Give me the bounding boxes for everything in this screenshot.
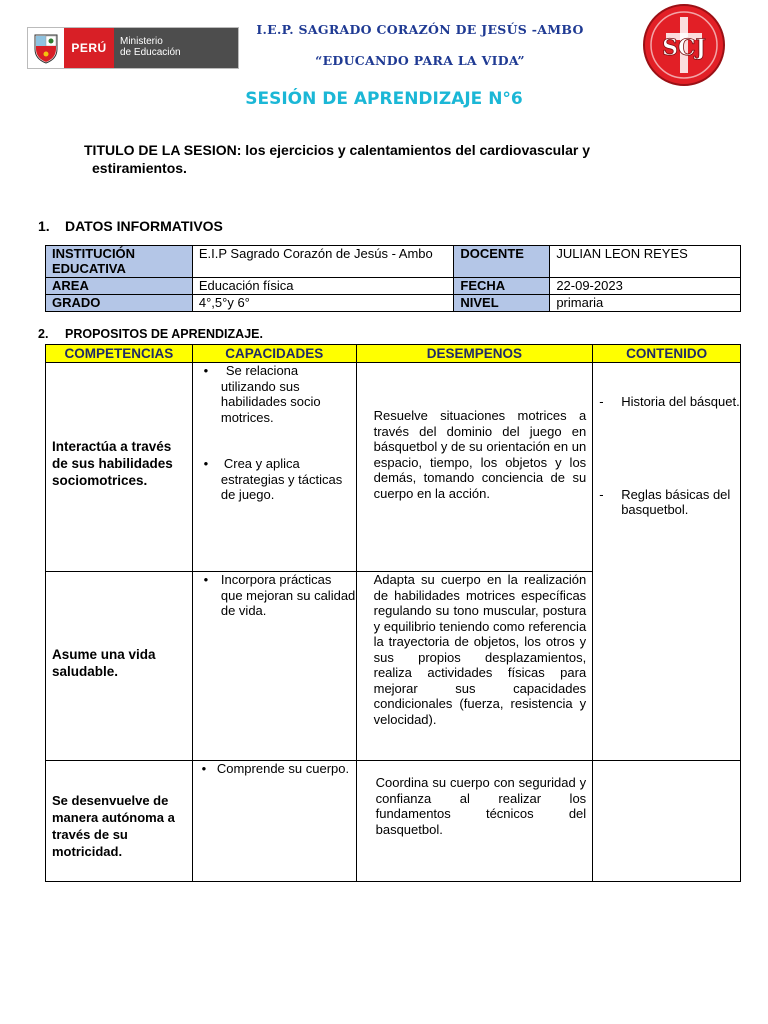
competencia-text: Interactúa a través de sus habilidades sociomotrices. bbox=[52, 438, 173, 488]
list-item bbox=[193, 761, 356, 777]
desempeno-text: Coordina su cuerpo con seguridad y confianza al realizar los fundamentos técnicos del basquetbol. bbox=[375, 775, 587, 837]
table-header-row bbox=[46, 345, 741, 363]
fecha-label: FECHA bbox=[454, 278, 550, 295]
dash-icon: - bbox=[599, 394, 604, 409]
grado-value: 4°,5°y 6° bbox=[192, 295, 454, 312]
coat-of-arms-icon bbox=[28, 28, 64, 68]
capacidades-cell bbox=[192, 761, 356, 882]
session-topic-line2: estiramientos. bbox=[92, 160, 187, 176]
header-competencias: COMPETENCIAS bbox=[46, 345, 193, 363]
institucion-value: E.I.P Sagrado Corazón de Jesús - Ambo bbox=[192, 246, 454, 278]
list-item bbox=[193, 363, 356, 425]
section-number: 2. bbox=[38, 327, 49, 341]
session-topic bbox=[84, 141, 684, 177]
desempeno-text: Adapta su cuerpo en la realización de habilidades motrices específicas regulando su tono muscular, postura y equilibrio teniendo como referencia la trayectoria de objetos, los otros y sus propios desplazamientos, realiza actividades físicas para mejorar sus capacidades condicionales (fuerza, resistencia y velocidad). bbox=[373, 572, 587, 727]
contenido-text: Historia del básquet. bbox=[621, 394, 740, 409]
school-motto: “EDUCANDO PARA LA VIDA” bbox=[315, 53, 525, 68]
table-row bbox=[46, 246, 741, 278]
desempeno-cell bbox=[356, 363, 593, 572]
school-logo-text: SCJ bbox=[662, 35, 706, 61]
table-row bbox=[46, 363, 741, 572]
contenido-text: Reglas básicas del basquetbol. bbox=[621, 486, 731, 517]
list-item bbox=[593, 394, 740, 410]
propositos-table bbox=[45, 344, 741, 882]
dash-icon: - bbox=[599, 486, 604, 502]
capacidad-text: Comprende su cuerpo. bbox=[216, 761, 350, 776]
capacidad-text: Crea y aplica estrategias y tácticas de juego. bbox=[220, 456, 343, 502]
header-capacidades: CAPACIDADES bbox=[192, 345, 356, 363]
list-item bbox=[593, 487, 740, 518]
section-heading-propositos bbox=[38, 327, 263, 341]
grado-label: GRADO bbox=[46, 295, 193, 312]
ministry-line2: de Educación bbox=[120, 47, 181, 58]
section-heading-datos bbox=[38, 218, 223, 234]
table-row bbox=[46, 761, 741, 882]
section-number: 1. bbox=[38, 218, 50, 234]
header-contenido: CONTENIDO bbox=[593, 345, 741, 363]
bullet-icon: • bbox=[201, 761, 207, 776]
ministry-line1: Ministerio bbox=[120, 36, 163, 47]
school-name: I.E.P. SAGRADO CORAZÓN DE JESÚS -AMBO bbox=[256, 22, 584, 37]
table-row bbox=[46, 295, 741, 312]
competencia-text: Se desenvuelve de manera autónoma a través de su motricidad. bbox=[52, 793, 175, 859]
area-label: AREA bbox=[46, 278, 193, 295]
contenido-cell bbox=[593, 363, 741, 761]
bullet-icon: • bbox=[203, 456, 209, 471]
competencia-cell bbox=[46, 572, 193, 761]
competencia-cell bbox=[46, 363, 193, 572]
capacidades-cell bbox=[192, 363, 356, 572]
area-value: Educación física bbox=[192, 278, 454, 295]
institucion-label: INSTITUCIÓN EDUCATIVA bbox=[46, 246, 193, 278]
contenido-cell-empty bbox=[593, 761, 741, 882]
bullet-icon: • bbox=[203, 363, 209, 378]
capacidad-text: Incorpora prácticas que mejoran su calidad de vida. bbox=[220, 572, 356, 618]
list-item bbox=[193, 456, 356, 503]
header-desempenos: DESEMPENOS bbox=[356, 345, 593, 363]
competencia-text: Asume una vida saludable. bbox=[52, 647, 156, 679]
section-label: PROPOSITOS DE APRENDIZAJE. bbox=[65, 327, 263, 341]
datos-informativos-table bbox=[45, 245, 741, 312]
bullet-icon: • bbox=[203, 572, 209, 587]
ministry-label bbox=[114, 28, 238, 68]
capacidad-text: Se relaciona utilizando sus habilidades socio motrices. bbox=[220, 363, 321, 425]
desempeno-text: Resuelve situaciones motrices a través del dominio del juego en básquetbol y de su orientación en un espacio, tiempo, los objetos y los demás, tomando conciencia de su cuerpo en la acción. bbox=[373, 408, 587, 501]
docente-label: DOCENTE bbox=[454, 246, 550, 278]
session-topic-line1: TITULO DE LA SESION: los ejercicios y calentamientos del cardiovascular y bbox=[84, 142, 590, 158]
school-logo-icon bbox=[642, 3, 726, 87]
list-item bbox=[193, 572, 356, 619]
nivel-label: NIVEL bbox=[454, 295, 550, 312]
session-title: SESIÓN DE APRENDIZAJE N°6 bbox=[245, 89, 523, 109]
docente-value: JULIAN LEON REYES bbox=[550, 246, 741, 278]
desempeno-cell bbox=[356, 572, 593, 761]
desempeno-cell bbox=[356, 761, 593, 882]
table-row bbox=[46, 278, 741, 295]
peru-label: PERÚ bbox=[64, 28, 114, 68]
ministry-logo bbox=[27, 27, 239, 69]
section-label: DATOS INFORMATIVOS bbox=[65, 218, 223, 234]
nivel-value: primaria bbox=[550, 295, 741, 312]
capacidades-cell bbox=[192, 572, 356, 761]
competencia-cell bbox=[46, 761, 193, 882]
fecha-value: 22-09-2023 bbox=[550, 278, 741, 295]
